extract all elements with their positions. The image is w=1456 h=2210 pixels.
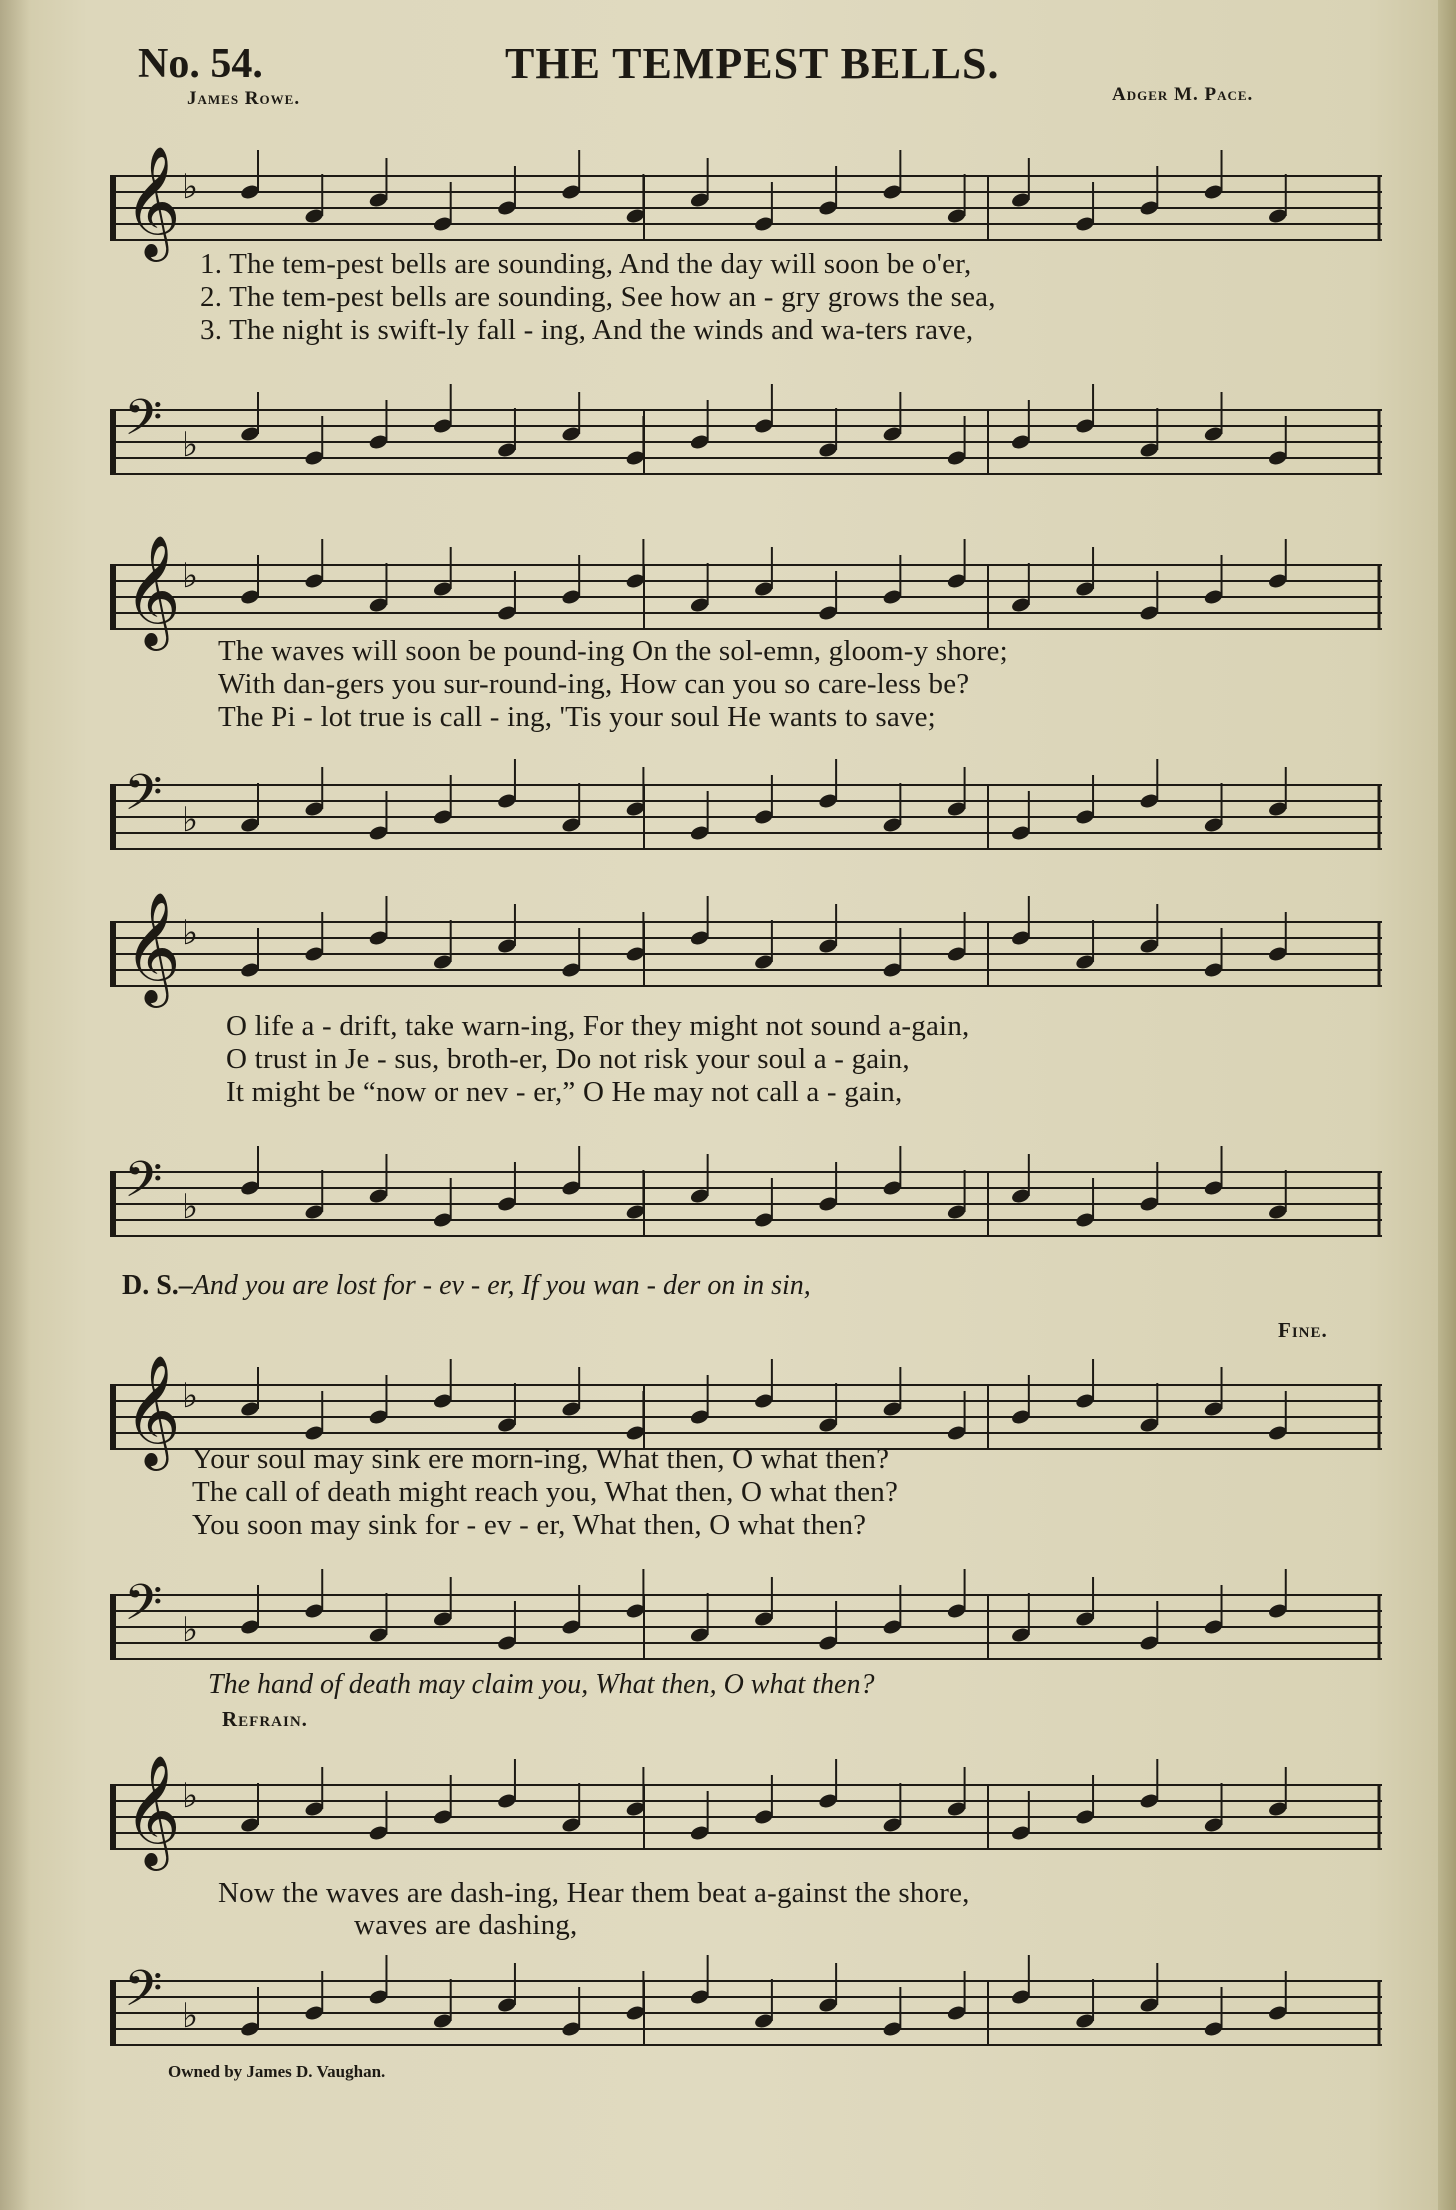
svg-text:♭: ♭ [182,800,199,840]
lyric-verse-1: O life a - drift, take warn-ing, For they might not sound a-gain, [226,1010,970,1042]
lyric-refrain-echo: waves are dashing, [354,1909,578,1941]
lyric-verse-3: 3. The night is swift-ly fall - ing, And the winds and wa-ters rave, [200,314,974,346]
music-system-1 [110,110,1382,480]
svg-text:♭: ♭ [182,556,199,596]
svg-text:𝄢: 𝄢 [124,389,163,459]
svg-text:𝄞: 𝄞 [124,145,181,257]
bass-staff [110,370,1382,490]
lyric-verse-3: You soon may sink for - ev - er, What then, O what then? [192,1509,867,1541]
lyric-verse-3: The Pi - lot true is call - ing, 'Tis your soul He wants to save; [218,701,936,733]
hymn-number: No. 54. [138,41,263,87]
svg-text:𝄞: 𝄞 [124,534,181,646]
svg-text:𝄢: 𝄢 [124,1574,163,1644]
lyric-verse-3: It might be “now or nev - er,” O He may not call a - gain, [226,1076,903,1108]
binding-shadow [0,0,30,2210]
svg-text:𝄢: 𝄢 [124,764,163,834]
lyric-verse-2: O trust in Je - sus, broth-er, Do not risk your soul a - gain, [226,1043,910,1075]
music-system-3 [110,860,1382,1342]
music-system-2 [110,505,1382,845]
svg-text:♭: ♭ [182,913,199,953]
bass-staff [110,1132,1382,1252]
music-system-5 [110,1735,1382,2055]
music-system-4 [110,1335,1382,1731]
lyric-verse-2: 2. The tem-pest bells are sounding, See how an - gry grows the sea, [200,281,996,313]
lyric-refrain: Now the waves are dash-ing, Hear them beat a-gainst the shore, [218,1877,970,1909]
lyric-verse-2: The call of death might reach you, What then, O what then? [192,1476,899,1508]
treble-staff [110,1745,1382,1865]
page-edge [1438,0,1456,2210]
svg-text:𝄢: 𝄢 [124,1960,163,2030]
svg-text:♭: ♭ [182,425,199,465]
lyric-verse-1: 1. The tem-pest bells are sounding, And the day will soon be o'er, [200,248,972,280]
fine-mark: Fine. [1278,1318,1328,1342]
svg-text:♭: ♭ [182,1187,199,1227]
ds-label: D. S.– [122,1270,193,1301]
composer-credit: Adger M. Pace. [1112,84,1254,105]
lyric-verse-2: With dan-gers you sur-round-ing, How can you so care-less be? [218,668,970,700]
svg-text:𝄢: 𝄢 [124,1151,163,1221]
refrain-label: Refrain. [222,1707,308,1731]
lyric-verse-1: Your soul may sink ere morn-ing, What then, O what then? [192,1443,890,1475]
svg-text:𝄞: 𝄞 [124,891,181,1003]
lyricist-credit: James Rowe. [187,88,301,109]
svg-text:𝄞: 𝄞 [124,1754,181,1866]
hymn-title: THE TEMPEST BELLS. [505,39,1000,88]
treble-staff [110,525,1382,645]
ownership-footer: Owned by James D. Vaughan. [168,2062,386,2081]
dal-segno-lyric [122,1270,811,1302]
svg-text:♭: ♭ [182,167,199,207]
treble-staff [110,136,1382,256]
bass-staff [110,1555,1382,1675]
bass-staff [110,745,1382,865]
svg-text:𝄞: 𝄞 [124,1354,181,1466]
lyric-verse-1: The waves will soon be pound-ing On the sol-emn, gloom-y shore; [218,635,1008,667]
svg-text:♭: ♭ [182,1776,199,1816]
bass-staff [110,1941,1382,2061]
dal-segno-lyric: The hand of death may claim you, What then, O what then? [208,1669,875,1700]
ds-text: And you are lost for - ev - er, If you wan - der on in sin, [192,1270,811,1301]
svg-text:♭: ♭ [182,1376,199,1416]
svg-text:♭: ♭ [182,1610,199,1650]
treble-staff [110,882,1382,1002]
svg-text:♭: ♭ [182,1996,199,2036]
